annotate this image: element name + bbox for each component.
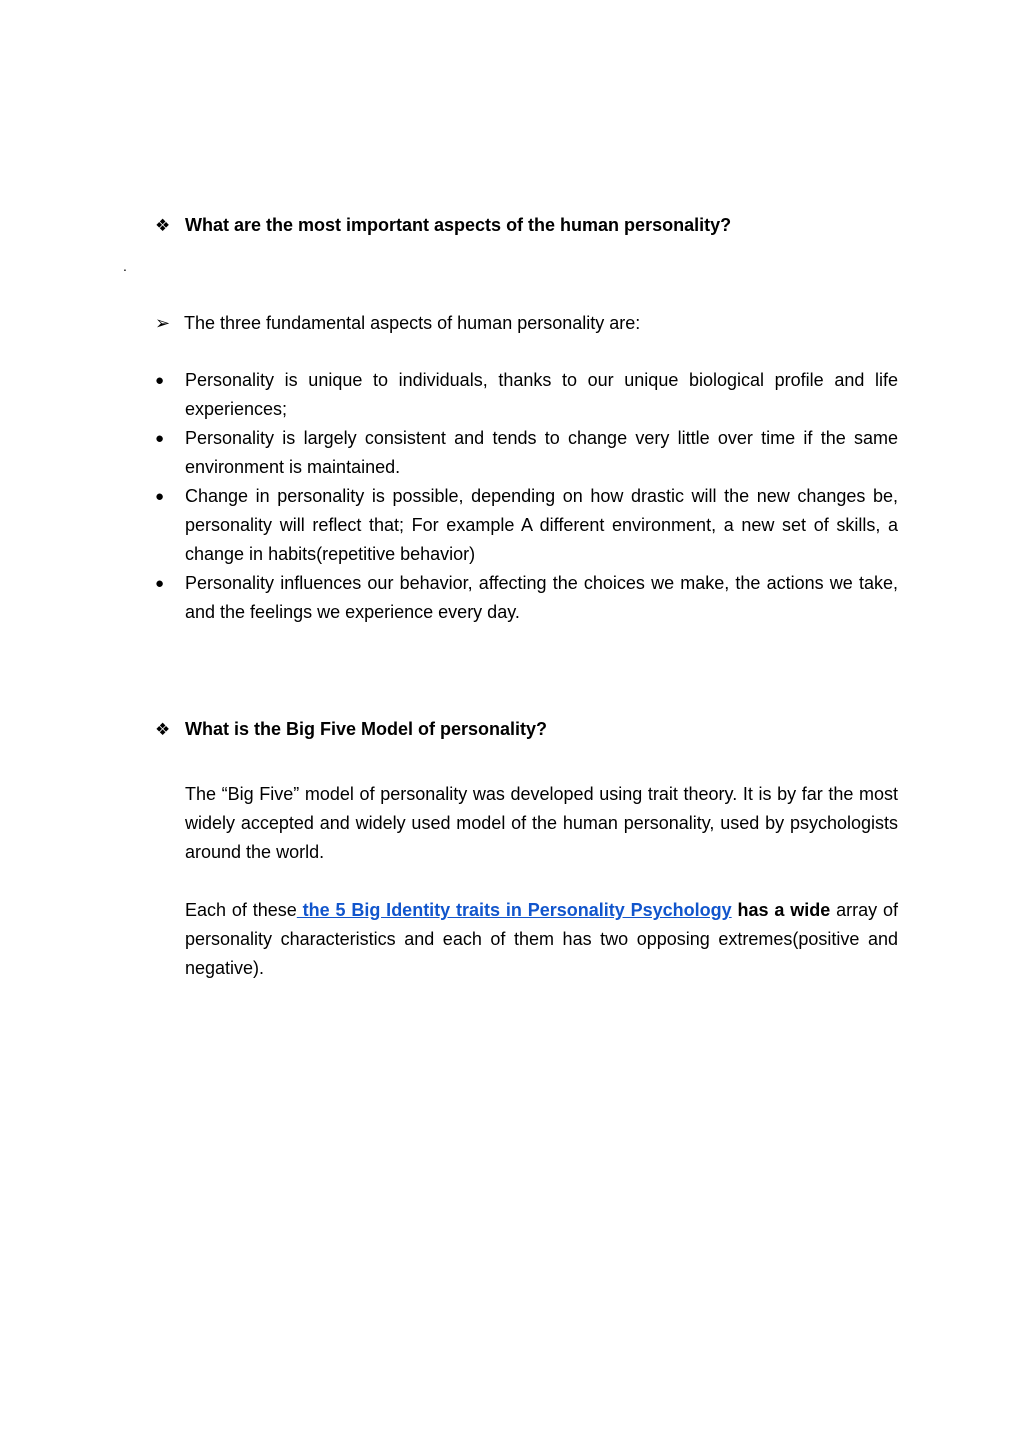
heading-text: What is the Big Five Model of personality? [185, 719, 548, 739]
intro-line [155, 309, 640, 337]
paragraph-bold-text: has a wide [731, 900, 831, 920]
list-item [155, 482, 898, 569]
list-item-text: Change in personality is possible, depending on how drastic will the new changes be, personality will reflect that; For example A different environment, a new set of skills, a change in habits(repetitive behavior) [185, 486, 898, 564]
list-item [155, 366, 898, 424]
list-item [155, 569, 898, 627]
big-five-traits-link[interactable]: the 5 Big Identity traits in Personality Psychology [296, 900, 732, 920]
stray-period: . [123, 258, 127, 274]
traits-paragraph [185, 896, 898, 983]
bullet-dot-icon: ● [155, 372, 165, 389]
list-item-text: Personality is unique to individuals, thanks to our unique biological profile and life experiences; [185, 370, 898, 419]
section-heading-aspects [155, 211, 915, 240]
bullet-dot-icon: ● [155, 575, 165, 592]
paragraph-prefix: Each of these [185, 900, 297, 920]
list-item-text: Personality influences our behavior, affecting the choices we make, the actions we take, and the feelings we experience every day. [185, 573, 898, 622]
bullet-dot-icon: ● [155, 488, 165, 505]
list-item-text: Personality is largely consistent and tends to change very little over time if the same environment is maintained. [185, 428, 898, 477]
bullet-dot-icon: ● [155, 430, 165, 447]
section-heading-big-five [155, 715, 915, 744]
diamond-bullet-icon: ❖ [155, 216, 171, 235]
list-item [155, 424, 898, 482]
arrow-bullet-icon: ➢ [155, 313, 171, 333]
big-five-paragraph: The “Big Five” model of personality was developed using trait theory. It is by far the most widely accepted and widely used model of the human personality, used by psychologists around the world. [185, 784, 898, 862]
aspects-list [155, 366, 898, 627]
paragraph-suffix: array of personality characteristics and each of them has two opposing extremes(positive and negative). [185, 900, 898, 978]
heading-text: What are the most important aspects of the human personality? [185, 215, 732, 235]
diamond-bullet-icon: ❖ [155, 720, 171, 739]
intro-text: The three fundamental aspects of human personality are: [184, 313, 641, 333]
